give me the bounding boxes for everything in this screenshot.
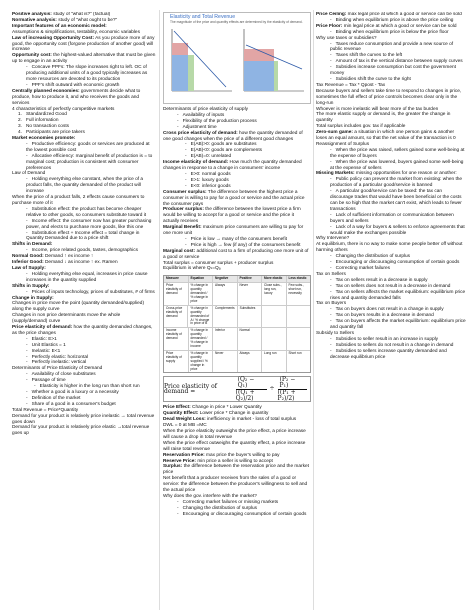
list-item: - Taxes shift the curves to the left xyxy=(316,53,466,59)
list-item: - Correcting market failures or missing markets xyxy=(163,500,311,506)
list-item: - Subsidies to seller result in an increase in supply xyxy=(316,337,466,343)
text-line: Surplus: the difference between the reservation price and the market price xyxy=(163,464,309,476)
list-item: No transaction costs xyxy=(25,124,70,130)
table-cell: Cross-price elasticity of demand xyxy=(164,306,188,328)
table-header-cell: Positive xyxy=(238,276,263,282)
list-item: - Price is high → few (if any) of the consumers benefit xyxy=(163,243,311,249)
text-line: Quantity Effect: Lower price * Change in quantity xyxy=(163,411,269,417)
table-cell: Price elasticity of supply xyxy=(164,351,189,373)
list-item: - Income effect: the consumer now has greater purchasing power, and elects to purchase more goods, like this one xyxy=(12,219,156,231)
list-item: - Public policy can prevent the market from existing: when the production of a particular good/service is banned xyxy=(316,177,466,189)
text-line: Market economies promote: xyxy=(12,136,76,142)
text-line: When the price elasticity outweighs the price effect, a price increase will cause a drop in total revenue xyxy=(163,429,306,440)
text-line: Marginal Benefit: maximum price consumers are willing to pay for one more unit xyxy=(163,225,304,237)
list-item: - Holding everything else constant, when the price of a product falls, the quantity demanded of the product will increase xyxy=(12,177,156,195)
table-cell: Substitutes xyxy=(238,306,262,328)
list-item: - Availability of inputs xyxy=(163,113,311,119)
elasticity-revenue-chart xyxy=(163,12,311,104)
text-line: Law of Demand xyxy=(12,171,46,177)
text-line: Equilibrium is where Qₛ=Qₐ xyxy=(163,266,221,272)
list-item: - Elastic: E>1 xyxy=(12,337,156,343)
text-line: DWL = 0 at MB =MC xyxy=(163,423,207,429)
list-item: Standardized Good xyxy=(25,112,67,118)
text-line: Tax Revenue = Tax * Qpost - Tax xyxy=(316,82,386,88)
list-item: - Lack of a way for buyers & sellers to enforce agreements that would make the exchanges possible xyxy=(316,225,466,237)
list-item: - Encouraging or discouraging consumption of certain goods xyxy=(163,512,311,518)
list-item: - Passage of time xyxy=(12,378,156,384)
list-item: - Lack of sufficient information or communication between buyers and sellers xyxy=(316,213,466,225)
text-line: Shifts in Supply: xyxy=(12,283,50,289)
list-item: - Definition of the market xyxy=(12,396,156,402)
text-line: Consumer surplus: The difference between the highest price a consumer is willing to pay for a good or service and the actual price the consumer pays xyxy=(163,189,305,207)
column-divider xyxy=(313,10,314,610)
list-item: - Changing the distribution of surplus xyxy=(163,506,311,512)
text-line: Zero-sum game: a situation in which one person gains & another loses an equal amount, so that the net value of the transaction is 0 xyxy=(316,130,456,142)
table-cell: Always xyxy=(238,351,263,373)
text-line: Price Floor: min legal price at which a good or service can be sold xyxy=(316,23,457,29)
table-cell: Never xyxy=(213,351,238,373)
left-column xyxy=(12,12,156,608)
table-cell: Close subs., long run, luxury xyxy=(262,283,287,305)
list-item: - Tax on buyers does not result in a change in supply xyxy=(316,307,466,313)
table-cell xyxy=(287,328,311,350)
table-cell: Income elasticity of demand xyxy=(164,328,189,350)
text-line: Net benefit that a producer receives from the sales of a good or service: the difference between the producer's willingness to sell and the actual price xyxy=(163,476,308,494)
text-line: Tax on Buyers xyxy=(316,301,347,307)
list-item: - Subsidies to sellers increase quantity demanded and decrease equilibrium price xyxy=(316,349,466,361)
list-item: - PPF's shift outward with economic growth xyxy=(12,83,156,89)
elasticity-formula xyxy=(163,376,311,402)
table-cell: % change in quantity demanded / % change in income xyxy=(189,328,214,350)
table-cell xyxy=(262,328,287,350)
list-item: - Binding when equilibrium price is above the price ceiling xyxy=(316,18,466,24)
text-line: Normal Good: Demand ↑ ex income ↑ xyxy=(12,254,94,260)
text-line: Price Effect: Change in price * Lower Quantity xyxy=(163,405,262,411)
text-line: Total Revenue = Price*Quantity xyxy=(12,407,79,413)
list-item: - Inelastic: E<1 xyxy=(12,349,156,355)
list-item: - Taxes reduce consumption and provide a new source of public revenue xyxy=(316,42,466,54)
list-item: - Perfectly inelastic: vertical xyxy=(12,360,156,366)
text-line: When the price effect outweighs the quantity effect, a price increase will raise total revenue xyxy=(163,440,306,452)
text-line: Inferior Good: Demand ↓ as income ↑ ex. Ramen xyxy=(12,260,118,266)
text-line: Why Intervene? xyxy=(316,236,350,242)
text-line: Reassignment of Surplus xyxy=(316,141,370,147)
revenue-diagrams xyxy=(164,25,310,97)
text-line: Change in Supply: xyxy=(12,295,54,301)
list-item: - Tax on sellers result in a decrease in supply xyxy=(316,278,466,284)
divide-symbol: ÷ xyxy=(269,385,275,393)
price-effect-area xyxy=(172,43,188,55)
table-row xyxy=(164,305,310,328)
list-item: - Tax on buyers affects the market equilibrium: equilibrium price and quantity fall xyxy=(316,319,466,331)
text-line: Marginal cost: additional cost to a firm of producing one more unit of a good or service xyxy=(163,248,309,260)
quantity-effect-area xyxy=(188,55,194,91)
list-item: - Concave PPFs: The slope increases right to left. OC of producing additional units of a good typically increases as more resources are devoted to its production xyxy=(12,65,156,83)
table-cell: Inferior xyxy=(213,328,238,350)
list-item: - Price is low → many of the consumers benefit xyxy=(163,237,311,243)
list-item: - Flexibility of the production process xyxy=(163,119,311,125)
list-item: - Tax on buyers results in a decrease in demand xyxy=(316,313,466,319)
list-item: - A particular good/service can be taxed: the tax can discourage trades that would have been beneficial or the costs can be so high that the market can't exist, which leads to fewer transactions xyxy=(316,189,466,213)
text-line: When the price of a product falls, 2 effects cause consumers to purchase more of it xyxy=(12,195,145,206)
list-item: - Allocative efficiency: marginal benefit of production is = to marginal cost; production is consistent with consumer preferences xyxy=(12,154,156,172)
text-line: Determinants of Price Elasticity of Demand xyxy=(12,366,103,372)
right-column xyxy=(316,12,466,608)
list-item: Participants are price takers xyxy=(25,130,85,136)
table-header-cell: More elastic xyxy=(262,276,287,282)
text-line: Price elasticity of demand: how the quantity demanded changes, as the price changes xyxy=(12,325,153,336)
list-item: - Whether a good is a luxury or a necessity xyxy=(12,390,156,396)
text-line: Important features of an economic model: xyxy=(12,23,107,29)
text-line: Missing Markets: missing opportunities for one reason or another: xyxy=(316,171,457,177)
table-header-cell: Equation xyxy=(189,276,214,282)
column-divider xyxy=(159,10,160,610)
elasticity-table xyxy=(163,275,311,373)
text-line: Demand for your product is relatively price inelastic → total revenue goes down xyxy=(12,413,155,425)
middle-column xyxy=(163,12,311,608)
text-line: Determinants of price elasticity of supply xyxy=(163,107,249,112)
table-row xyxy=(164,327,310,350)
list-item: - Tax on sellers affects the market equilibrium: equilibrium price rises and quantity demanded falls xyxy=(316,290,466,302)
table-header-cell: Measure xyxy=(164,276,189,282)
list-item: - Unit Elastics = 1 xyxy=(12,343,156,349)
list-item: - Substitution effect + Income effect = total change in Quantity Demanded due to a price shift xyxy=(12,231,156,243)
text-line: Subsidy to Sellers xyxy=(316,330,355,336)
list-item: - Subsidies to sellers do not result in a change in demand xyxy=(316,343,466,349)
list-item: - Correcting market failures xyxy=(316,266,466,272)
table-cell: % change in quantity demanded of A / % change in price of B xyxy=(188,306,212,328)
text-line: Changes in non price determinants move the whole (supply/demand) curve xyxy=(12,313,121,325)
list-item: - Tax on sellers does not result in a decrease in demand xyxy=(316,284,466,290)
text-line: Assumptions & simplifications, testability, economic variables xyxy=(12,29,140,35)
text-line: Law of increasing Opportunity Cost: As you produce more of any good, the opportunity cost (forgone production of another good) will increase xyxy=(12,35,155,53)
list-item: - Substitution effect: the product has become cheaper relative to other goods, so consumers substitute toward it xyxy=(12,207,156,219)
text-line: Shifts in Demand: xyxy=(12,242,53,248)
list-item: - E(AB)<0: goods are complements xyxy=(163,148,311,154)
list-item: - Encouraging or discouraging consumption of certain goods xyxy=(316,260,466,266)
chart-title: Elasticity and Total Revenue xyxy=(170,14,236,20)
text-line: Why use taxes or subsidies? xyxy=(316,35,377,41)
text-line: Whoever is more inelastic will bear more of the tax burden xyxy=(316,106,439,112)
list-item: - Elasticity is higher in the long run than short run xyxy=(12,384,156,390)
text-line: Total surplus = consumer surplus + producer surplus xyxy=(163,260,274,266)
text-line: Positive analysis: study of “what is?” (factual) xyxy=(12,12,111,17)
text-line: Cross price elasticity of demand: how the quantity demanded of one good changes when the price of a different good changes xyxy=(163,130,303,142)
right-diagram xyxy=(244,29,304,91)
formula-lead: Price elasticity of demand = xyxy=(164,382,217,396)
text-line: Income elasticity of demand: How much the quantity demanded changes in response to a change in consumers' income xyxy=(163,160,302,172)
list-item: - Holding everything else equal, increases in price cause increases in the quantity supplied xyxy=(12,272,156,284)
list-item: - Share of a good in a consumer's budget xyxy=(12,402,156,408)
list-item: Full information xyxy=(25,118,59,124)
table-header-cell: Less elastic xyxy=(288,276,307,281)
list-item: - Availability of close substitutes xyxy=(12,372,156,378)
text-line: Opportunity cost: the highest-valued alternative that must be given up to engage in an activity xyxy=(12,53,156,65)
list-item: - E(AB)=0: unrelated xyxy=(163,154,311,160)
table-cell: Long run xyxy=(262,351,287,373)
text-line: Normative analysis: study of “what ought to be?” xyxy=(12,17,118,23)
list-item: - E>1: luxury goods xyxy=(163,178,311,184)
fraction-quantity: $\frac{\text{(Q₂ − Q₁)}}{\text{((Q₁ + Q₂)/2)}}$ xyxy=(236,377,267,402)
table-cell: Normal xyxy=(238,328,263,350)
table-cell: % change in quantity demanded / % change in price xyxy=(189,283,214,305)
text-line: The more elastic supply or demand is, the greater the change in quantity xyxy=(316,112,451,124)
list-item: - E(AB)>0: goods are substitutes xyxy=(163,142,311,148)
text-line: Tax on Sellers xyxy=(316,271,346,277)
table-header-cell: Negative xyxy=(213,276,238,282)
table-cell xyxy=(262,306,286,328)
table-cell: % change in quantity supplied / % change in price xyxy=(189,351,214,373)
list-item: - E<0: inferior goods xyxy=(163,184,311,190)
left-diagram xyxy=(172,29,232,91)
list-item: - E>0: normal goods xyxy=(163,172,311,178)
table-cell xyxy=(287,306,310,328)
list-item: - When the price was lowered, buyers gained some well-being at the expense of sellers xyxy=(316,160,466,172)
text-line: Reserve Price: min price a seller is willing to accept xyxy=(163,458,273,464)
table-cell: Complements xyxy=(213,306,238,328)
text-line: Demand for your product is relatively price elastic →total revenue goes up xyxy=(12,425,150,437)
table-header xyxy=(164,276,310,282)
text-line: Changes in price move the point (quantity demanded/supplied) along the supply curve xyxy=(12,301,145,313)
fraction-price: $\frac{\text{(P₂ − P₁)}}{\text{((P₁ + P₂)/2)}}$ xyxy=(278,377,307,402)
list-item: - Prices of inputs technology, prices of substitutes, # of firms xyxy=(12,290,156,296)
text-line: Producer surplus: the difference between the lowest price a firm would be willing to accept for a good or service and the price it actually receives xyxy=(163,207,301,225)
list-item: - Amount of tax is the vertical distance between supply curves xyxy=(316,59,466,65)
text-line: Why does the gov. interfere with the market? xyxy=(163,494,257,499)
table-cell: Few subs., short run, necessity xyxy=(288,283,304,296)
list-item: - Income, price related goods, tastes, demographics xyxy=(12,248,156,254)
list-item: - Perfectly elastic: horizontal xyxy=(12,355,156,361)
list-item: - Binding when equilibrium price is below the price floor xyxy=(316,30,466,36)
text-line: Law of Supply: xyxy=(12,265,46,271)
chart-subtitle: The magnitude of the price and quantity effects are determined by the elasticity of demand. xyxy=(170,19,303,24)
table-cell: Never xyxy=(238,283,263,305)
text-line: At equilibrium, there is no way to make some people better off without harming others xyxy=(316,242,463,254)
text-line: 4 characteristics of perfectly competitive markets xyxy=(12,106,115,112)
list-item: - Subsidies increase consumption but cost the government money xyxy=(316,65,466,77)
table-row xyxy=(164,350,310,373)
list-item: - When the price was raised, sellers gained some well-being at the expense of buyers xyxy=(316,148,466,160)
list-item: - Productive efficiency: goods or services are produced at the lowest possible cost xyxy=(12,142,156,154)
text-line: Reservation Price: max price the buyer's willing to pay xyxy=(163,452,280,458)
table-cell: Short run xyxy=(288,350,302,355)
list-item: - Changing the distribution of surplus xyxy=(316,254,466,260)
table-cell: Price elasticity of demand xyxy=(164,283,189,305)
text-line: Dead Weight Loss: inefficiency in market - loss of total surplus xyxy=(163,417,297,423)
text-line: Because buyers and sellers take time to respond to changes in price, sometimes the full effect of price controls becomes clear only in the long-run xyxy=(316,88,462,106)
list-item: - Adjustment time xyxy=(163,125,311,131)
text-line: Total surplus includes gov. tax if applicable xyxy=(316,124,406,130)
table-cell: Always xyxy=(213,283,238,305)
table-row xyxy=(164,282,310,305)
list-item: - Subsidies shift the curve to the right xyxy=(316,77,466,83)
text-line: Centrally planned economies: governments decide what to produce, how to produce it, and who receives the goods and services xyxy=(12,88,141,106)
text-line: Price Ceiling: max legal price at which a good or service can be sold xyxy=(316,12,462,17)
